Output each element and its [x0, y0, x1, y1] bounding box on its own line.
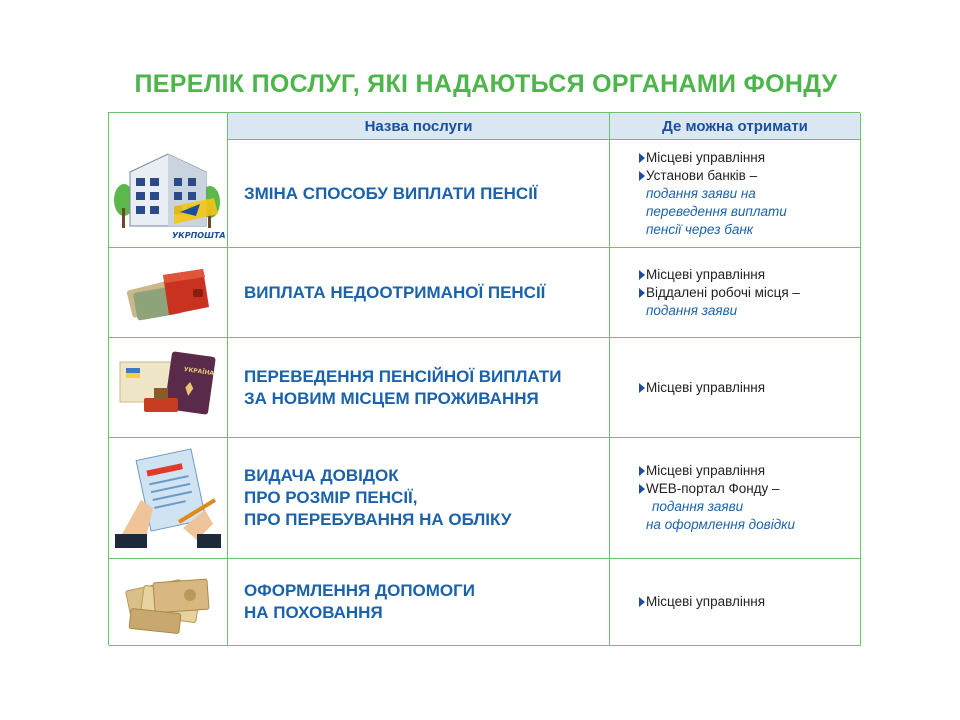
- where-note: подання заяви на: [646, 185, 756, 201]
- service-line: ПРО ПЕРЕБУВАННЯ НА ОБЛІКУ: [244, 510, 512, 529]
- where-item: Місцеві управління: [646, 462, 860, 480]
- passport-text: УКРАЇНА: [183, 365, 215, 377]
- service-line: ОФОРМЛЕННЯ ДОПОМОГИ: [244, 581, 476, 600]
- service-name: [228, 338, 610, 438]
- service-name: [228, 248, 610, 338]
- where-note: подання заяви: [646, 302, 738, 318]
- where-item: Місцеві управління: [646, 379, 860, 397]
- header-service: Назва послуги: [228, 113, 610, 140]
- page-title: ПЕРЕЛІК ПОСЛУГ, ЯКІ НАДАЮТЬСЯ ОРГАНАМИ ФОНДУ: [134, 70, 838, 98]
- logo-text: УКРПОШТА: [172, 231, 226, 240]
- post-office-building-icon: [110, 142, 226, 246]
- where-note: подання заяви: [652, 499, 744, 514]
- service-line: НА ПОХОВАННЯ: [244, 603, 383, 622]
- where-item: Місцеві управління: [646, 593, 860, 611]
- service-where: [610, 338, 861, 438]
- where-item: Місцеві управління: [646, 266, 860, 284]
- service-where: [610, 248, 861, 338]
- header-where: Де можна отримати: [610, 113, 861, 140]
- service-line: ПЕРЕВЕДЕННЯ ПЕНСІЙНОЇ ВИПЛАТИ: [244, 366, 562, 386]
- service-where: [610, 438, 861, 559]
- wallet-money-icon: [109, 248, 228, 338]
- service-name: [228, 140, 610, 248]
- where-item: Місцеві управління: [646, 149, 860, 167]
- service-name: [228, 438, 610, 559]
- where-item: Віддалені робочі місця –: [646, 284, 860, 302]
- service-where: [610, 140, 861, 248]
- service-line: ВИДАЧА ДОВІДОК: [244, 466, 399, 485]
- where-note: переведення виплати: [646, 203, 787, 219]
- where-note: на оформлення довідки: [646, 517, 796, 532]
- where-note: пенсії через банк: [646, 221, 754, 237]
- service-line: ЗА НОВИМ МІСЦЕМ ПРОЖИВАННЯ: [244, 388, 539, 408]
- service-where: [610, 559, 861, 646]
- service-line: ЗМІНА СПОСОБУ ВИПЛАТИ ПЕНСІЇ: [244, 183, 538, 203]
- service-line: ПРО РОЗМІР ПЕНСІЇ,: [244, 488, 418, 507]
- where-item: Установи банків –: [646, 167, 860, 185]
- passport-stamp-icon: [109, 338, 228, 438]
- banknotes-icon: [109, 559, 228, 646]
- where-item: WEB-портал Фонду –: [646, 480, 860, 498]
- document-signing-icon: [109, 438, 228, 559]
- service-name: [228, 559, 610, 646]
- service-line: ВИПЛАТА НЕДООТРИМАНОЇ ПЕНСІЇ: [244, 282, 546, 302]
